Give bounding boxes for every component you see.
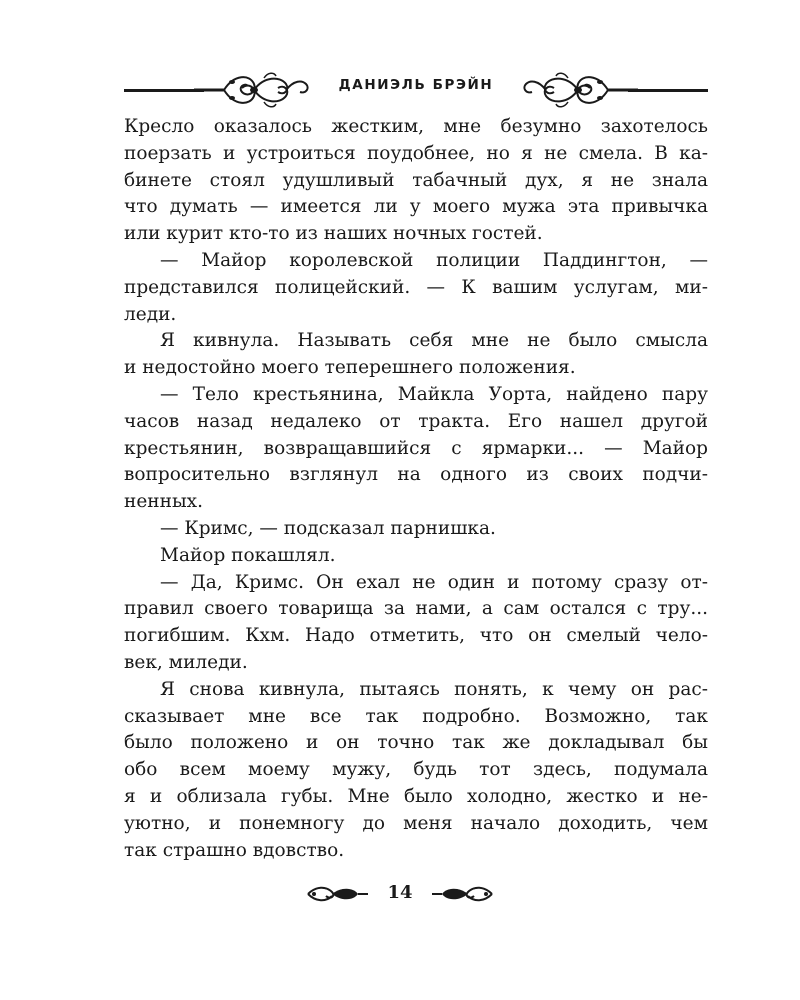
small-flourish-right-icon bbox=[430, 884, 494, 904]
text-line: Майор покашлял. bbox=[160, 544, 336, 566]
text-line: я и облизала губы. Мне было холодно, жестко и не- bbox=[124, 785, 708, 807]
text-line: — Кримс, — подсказал парнишка. bbox=[160, 517, 496, 539]
text-line: — Да, Кримс. Он ехал не один и потому сразу от- bbox=[160, 571, 708, 593]
text-line: Я снова кивнула, пытаясь понять, к чему он рас- bbox=[160, 678, 708, 700]
text-line: век, миледи. bbox=[124, 651, 248, 673]
page-footer bbox=[300, 878, 500, 910]
text-line: Я кивнула. Называть себя мне не было смысла bbox=[160, 330, 708, 352]
text-line: сказывает мне все так подробно. Возможно, так bbox=[124, 705, 708, 727]
text-line: обо всем моему мужу, будь тот здесь, подумала bbox=[124, 759, 708, 781]
running-header bbox=[124, 66, 708, 110]
text-line: часов назад недалеко от тракта. Его нашел другой bbox=[124, 410, 708, 432]
text-line: уютно, и понемногу до меня начало доходить, чем bbox=[124, 812, 708, 834]
text-line: или курит кто-то из наших ночных гостей. bbox=[124, 223, 543, 245]
text-line: было положено и он точно так же докладывал бы bbox=[124, 732, 708, 754]
text-line: Кресло оказалось жестким, мне безумно захотелось bbox=[124, 116, 708, 137]
text-line: погибшим. Кхм. Надо отметить, что он смелый чело- bbox=[124, 625, 708, 647]
text-line: крестьянин, возвращавшийся с ярмарки... — Майор bbox=[124, 437, 708, 459]
text-line: что думать — имеется ли у моего мужа эта привычка bbox=[124, 196, 708, 218]
text-line: правил своего товарища за нами, а сам остался с тру... bbox=[124, 598, 708, 620]
text-line: вопросительно взглянул на одного из своих подчи- bbox=[124, 464, 708, 486]
text-line: так страшно вдовство. bbox=[124, 839, 345, 861]
author-name: ДАНИЭЛЬ БРЭЙН bbox=[338, 77, 494, 93]
page-body-text bbox=[124, 114, 708, 864]
text-line: бинете стоял удушливый табачный дух, я не знала bbox=[124, 169, 708, 191]
text-line: — Майор королевской полиции Паддингтон, — bbox=[160, 249, 708, 271]
text-line: — Тело крестьянина, Майкла Уорта, найдено пару bbox=[160, 383, 708, 405]
page-number: 14 bbox=[387, 882, 413, 903]
text-line: и недостойно моего теперешнего положения. bbox=[124, 357, 576, 379]
text-line: ненных. bbox=[124, 491, 203, 513]
text-line: леди. bbox=[124, 303, 177, 325]
text-line: представился полицейский. — К вашим услугам, ми- bbox=[124, 276, 708, 298]
text-line: поерзать и устроиться поудобнее, но я не смела. В ка- bbox=[124, 142, 708, 164]
